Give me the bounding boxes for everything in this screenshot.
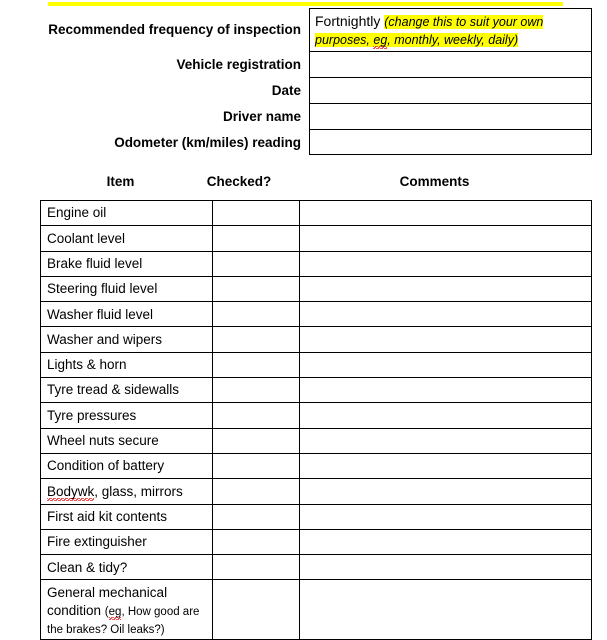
form-field-label: Odometer (km/miles) reading (114, 134, 301, 150)
vehicle-inspection-checklist-table (40, 200, 592, 640)
checklist-item-name: Brake fluid level (41, 251, 213, 276)
table-row (41, 555, 592, 580)
checklist-item-name: Condition of battery (41, 453, 213, 478)
form-field-label: Vehicle registration (176, 56, 301, 72)
form-row (0, 77, 592, 103)
form-field-value-box[interactable] (309, 8, 592, 51)
spellcheck-underline: eg (373, 33, 388, 48)
checklist-item-name: Wheel nuts secure (41, 428, 213, 453)
column-heading-checked: Checked? (206, 174, 272, 189)
checklist-body (41, 201, 592, 640)
form-row (0, 129, 592, 155)
checklist-checked-cell[interactable] (213, 226, 300, 251)
checklist-comments-cell[interactable] (300, 529, 592, 554)
table-row (41, 201, 592, 226)
top-highlight-strip (48, 2, 563, 6)
table-row (41, 453, 592, 478)
table-row (41, 403, 592, 428)
checklist-comments-cell[interactable] (300, 504, 592, 529)
checklist-checked-cell[interactable] (213, 352, 300, 377)
column-heading-item: Item (106, 174, 135, 189)
checklist-checked-cell[interactable] (213, 529, 300, 554)
checklist-comments-cell[interactable] (300, 302, 592, 327)
table-row (41, 428, 592, 453)
checklist-item-name: Clean & tidy? (41, 555, 213, 580)
checklist-item-name: Steering fluid level (41, 276, 213, 301)
checklist-item-name: Fire extinguisher (41, 529, 213, 554)
checklist-comments-cell[interactable] (300, 226, 592, 251)
table-row (41, 327, 592, 352)
checklist-comments-cell[interactable] (300, 251, 592, 276)
table-row (41, 302, 592, 327)
checklist-item-name: Washer and wipers (41, 327, 213, 352)
checklist-checked-cell[interactable] (213, 580, 300, 640)
checklist-comments-cell[interactable] (300, 327, 592, 352)
checklist-item-name: Lights & horn (41, 352, 213, 377)
form-row (0, 103, 592, 129)
form-field-label: Recommended frequency of inspection (48, 21, 301, 37)
spellcheck-underline: Bodywk (47, 483, 95, 499)
checklist-comments-cell[interactable] (300, 378, 592, 403)
checklist-checked-cell[interactable] (213, 276, 300, 301)
spellcheck-underline: eg (108, 606, 122, 618)
form-field-value-box[interactable] (309, 51, 592, 77)
form-field-value-box[interactable] (309, 103, 592, 129)
table-row (41, 226, 592, 251)
checklist-comments-cell[interactable] (300, 276, 592, 301)
highlighted-instruction-text: (change this to suit your own purposes, eg, monthly, weekly, daily) (315, 15, 544, 48)
form-field-value-box[interactable] (309, 129, 592, 155)
table-row (41, 580, 592, 640)
checklist-item-name: Washer fluid level (41, 302, 213, 327)
checklist-checked-cell[interactable] (213, 453, 300, 478)
form-row (0, 51, 592, 77)
checklist-checked-cell[interactable] (213, 378, 300, 403)
form-field-label: Driver name (222, 108, 301, 124)
checklist-checked-cell[interactable] (213, 201, 300, 226)
checklist-item-name: Coolant level (41, 226, 213, 251)
form-row (0, 8, 592, 51)
checklist-item-name: General mechanical condition (eg, How good are the brakes? Oil leaks?) (41, 580, 213, 640)
checklist-comments-cell[interactable] (300, 453, 592, 478)
checklist-comments-cell[interactable] (300, 403, 592, 428)
checklist-checked-cell[interactable] (213, 504, 300, 529)
checklist-item-name: Tyre pressures (41, 403, 213, 428)
checklist-checked-cell[interactable] (213, 251, 300, 276)
checklist-comments-cell[interactable] (300, 428, 592, 453)
form-field-value-box[interactable] (309, 77, 592, 103)
checklist-checked-cell[interactable] (213, 555, 300, 580)
column-heading-comments: Comments (399, 174, 470, 189)
checklist-comments-cell[interactable] (300, 479, 592, 504)
checklist-item-name: Bodywk, glass, mirrors (41, 479, 213, 504)
table-row (41, 251, 592, 276)
checklist-checked-cell[interactable] (213, 479, 300, 504)
vehicle-header-form (0, 8, 592, 155)
checklist-item-note: (eg, How good are the brakes? Oil leaks?) (47, 606, 200, 636)
checklist-comments-cell[interactable] (300, 352, 592, 377)
table-row (41, 276, 592, 301)
checklist-comments-cell[interactable] (300, 555, 592, 580)
table-row (41, 352, 592, 377)
form-field-value: Fortnightly (315, 13, 385, 29)
checklist-item-name: Tyre tread & sidewalls (41, 378, 213, 403)
checklist-item-name: Engine oil (41, 201, 213, 226)
checklist-item-name: First aid kit contents (41, 504, 213, 529)
table-row (41, 529, 592, 554)
checklist-checked-cell[interactable] (213, 403, 300, 428)
checklist-column-headings (40, 174, 592, 189)
table-row (41, 504, 592, 529)
checklist-checked-cell[interactable] (213, 327, 300, 352)
table-row (41, 378, 592, 403)
table-row (41, 479, 592, 504)
checklist-comments-cell[interactable] (300, 201, 592, 226)
checklist-checked-cell[interactable] (213, 302, 300, 327)
form-field-label: Date (271, 82, 301, 98)
checklist-comments-cell[interactable] (300, 580, 592, 640)
checklist-checked-cell[interactable] (213, 428, 300, 453)
